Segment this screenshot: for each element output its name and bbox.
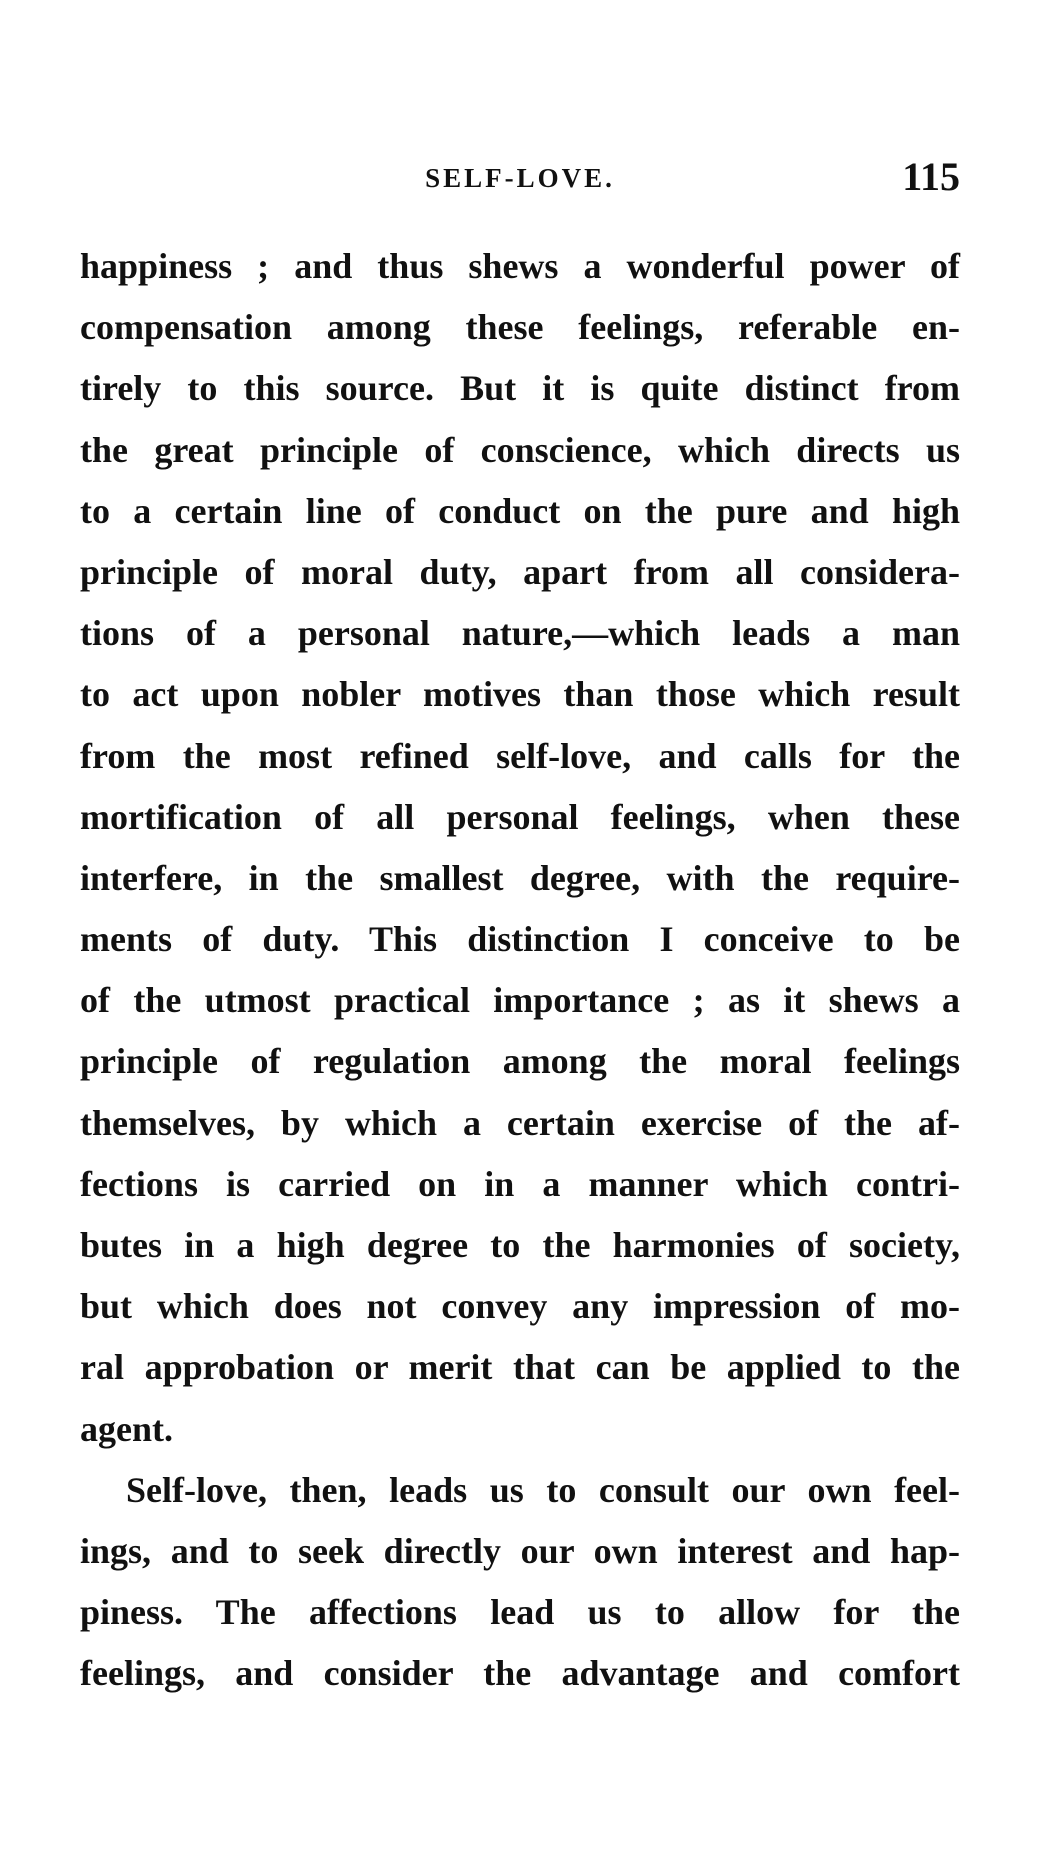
- text-line: themselves, by which a certain exercise of the af-: [80, 1102, 960, 1143]
- text-line: but which does not convey any impression of mo-: [80, 1286, 960, 1327]
- text-line: principle of regulation among the moral feelings: [80, 1041, 960, 1082]
- text-line: feelings, and consider the advantage and comfort: [80, 1653, 960, 1694]
- text-line: fections is carried on in a manner which contri-: [80, 1163, 960, 1204]
- text-line: interfere, in the smallest degree, with the require-: [80, 857, 960, 898]
- text-line: mortification of all personal feelings, when these: [80, 796, 960, 837]
- text-line: tirely to this source. But it is quite distinct from: [80, 368, 960, 409]
- text-line: compensation among these feelings, referable en-: [80, 307, 960, 348]
- page-number: 115: [902, 154, 960, 199]
- text-line: piness. The affections lead us to allow for the: [80, 1592, 960, 1633]
- text-line: of the utmost practical importance ; as it shews a: [80, 980, 960, 1021]
- text-line: ments of duty. This distinction I conceive to be: [80, 919, 960, 960]
- text-line: the great principle of conscience, which directs us: [80, 429, 960, 470]
- text-line: from the most refined self-love, and calls for the: [80, 735, 960, 776]
- text-line: to a certain line of conduct on the pure and high: [80, 490, 960, 531]
- text-line: ral approbation or merit that can be applied to the: [80, 1347, 960, 1388]
- text-line: butes in a high degree to the harmonies of society,: [80, 1225, 960, 1265]
- text-line: principle of moral duty, apart from all considera-: [80, 551, 960, 592]
- text-line: agent.: [80, 1408, 173, 1449]
- paragraph-first-line: Self-love, then, leads us to consult our own feel-: [126, 1469, 960, 1510]
- text-line: to act upon nobler motives than those which result: [80, 674, 960, 715]
- text-line: tions of a personal nature,—which leads a man: [80, 613, 960, 654]
- text-line: ings, and to seek directly our own interest and hap-: [80, 1530, 960, 1571]
- text-line: happiness ; and thus shews a wonderful power of: [80, 246, 960, 286]
- body-text: [80, 236, 960, 1705]
- running-title: SELF-LOVE.: [425, 163, 615, 193]
- running-head: [80, 153, 960, 203]
